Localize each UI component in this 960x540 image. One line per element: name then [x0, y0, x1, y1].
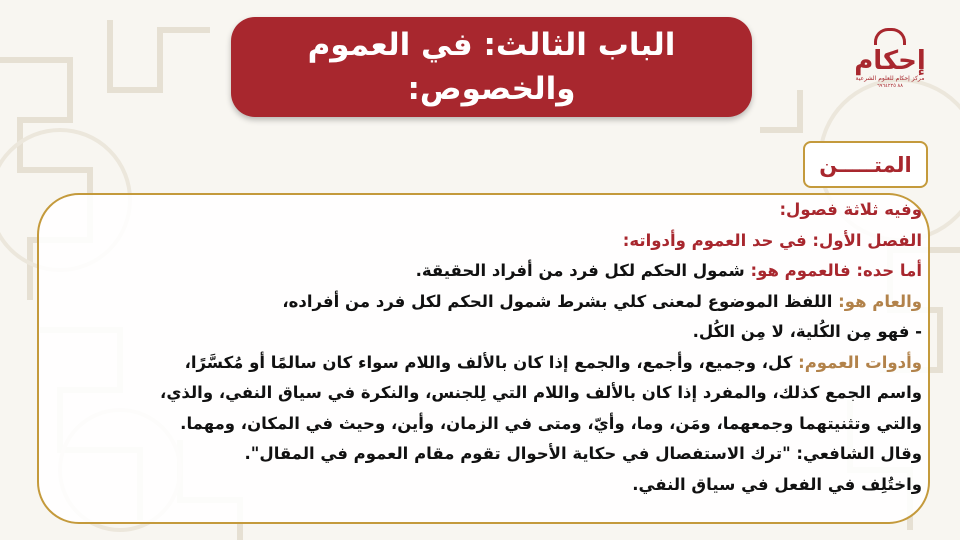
- text-body: [92, 195, 922, 500]
- tools-text: كل، وجميع، وأجمع، والجمع إذا كان بالألف واللام سواء كان سالمًا أو مُكسَّرًا،: [184, 352, 799, 372]
- tools-line: [92, 348, 922, 379]
- section-tab-label: المتـــــن: [819, 152, 912, 177]
- chapter-heading: الفصل الأول: في حد العموم وأدواته:: [622, 230, 922, 250]
- intro-line: وفيه ثلاثة فصول:: [779, 200, 922, 219]
- definition-text: شمول الحكم لكل فرد من أفراد الحقيقة.: [415, 261, 751, 280]
- definition-label: أما حده: فالعموم هو:: [750, 261, 922, 280]
- dispute-line: واختُلِف في الفعل في سياق النفي.: [632, 474, 922, 494]
- section-tab: [803, 141, 928, 188]
- tools-line-2: واسم الجمع كذلك، والمفرد إذا كان بالألف واللام التي لِلجنس، والنكرة في سياق النفي، والذي،: [160, 383, 922, 402]
- logo-name: إحكام: [854, 46, 926, 76]
- logo-subtitle: مركز إحكام للعلوم الشرعية: [855, 75, 925, 82]
- tools-label: وأدوات العموم:: [798, 352, 922, 372]
- general-term-label: والعام هو:: [838, 291, 922, 311]
- shafii-quote-line: وقال الشافعي: "ترك الاستفصال في حكاية الأحوال تقوم مقام العموم في المقال".: [244, 444, 922, 463]
- logo: [850, 28, 930, 90]
- definition-line: [92, 256, 922, 287]
- title-banner: [231, 17, 752, 117]
- tools-line-3: والتي وتثنيتهما وجمعهما، ومَن، وما، وأيّ، ومتى في الزمان، وأين، وحيث في المكان، ومهما.: [180, 413, 922, 433]
- logo-code: ٨٨ ٦٩٦٤٢٢٥: [877, 83, 903, 89]
- general-term-text: اللفظ الموضوع لمعنى كلي بشرط شمول الحكم لكل فرد من أفراده،: [282, 291, 839, 311]
- note-line: - فهو مِن الكُلية، لا مِن الكُل.: [692, 322, 922, 341]
- page-title: الباب الثالث: في العموم والخصوص:: [307, 27, 676, 107]
- general-term-line: [92, 287, 922, 318]
- logo-arch-icon: [874, 28, 906, 45]
